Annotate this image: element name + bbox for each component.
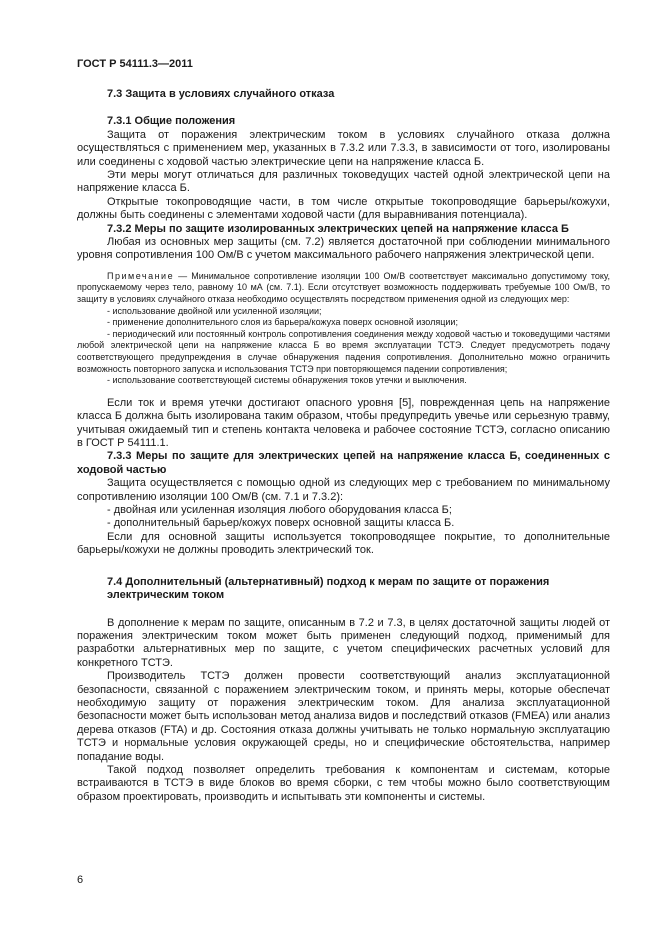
- list-item: - двойная или усиленная изоляция любого оборудования класса Б;: [107, 504, 452, 517]
- paragraph: Производитель ТСТЭ должен провести соответствующий анализ эксплуатационной безопасности, связанной с поражением электрическим током, и принять меры, которые обеспечат необходимую защиту от поражения электрическим током. Для анализа эксплуатационной безопасности может быть использован метод анализа видов и последствий отказов (FMEA) или анализ дерева отказов (FTA) и др. Состояния отказа должны учитывать не только нормальную эксплуатацию ТСТЭ и нормальные условия окружающей среды, но и специфические обстоятельства, например попадание воды.: [77, 670, 610, 763]
- note-list-item: - применение дополнительного слоя из барьера/кожуха поверх основной изоляции;: [107, 317, 458, 328]
- paragraph: Если для основной защиты используется токопроводящее покрытие, то дополнительные барьеры/кожухи не должны проводить электрический ток.: [77, 530, 610, 557]
- paragraph: Защита осуществляется с помощью одной из следующих мер с требованием по минимальному сопротивлению изоляции 100 Ом/В (см. 7.1 и 7.3.2):: [77, 477, 610, 503]
- paragraph: Если ток и время утечки достигают опасного уровня [5], поврежденная цепь на напряжение класса Б должна быть изолирована таким образом, чтобы предупредить увечье или серьезную травму, учитывая ожидаемый тип и степень контакта человека и рабочее состояние ТСТЭ, согласно описанию в ГОСТ Р 54111.1.: [77, 396, 610, 450]
- note-list-item: - использование двойной или усиленной изоляции;: [107, 305, 322, 316]
- note-text: — Минимальное сопротивление изоляции 100 Ом/В соответствует максимально допустимому току, пропускаемому через тело, равному 10 мА (см. 7.1). Если отсутствует возможность поддерживать требуемые 100 Ом/В, то защиту в условиях случайного отказа необходимо осуществлять посредством применения одной из следующих мер:: [77, 270, 610, 305]
- paragraph: Любая из основных мер защиты (см. 7.2) является достаточной при соблюдении минимального уровня сопротивления 100 Ом/В с учетом максимального рабочего напряжения электрической цепи.: [77, 236, 610, 262]
- note-list-item: - использование соответствующей системы обнаружения токов утечки и выключения.: [107, 375, 467, 386]
- list-item: - дополнительный барьер/кожух поверх основной защиты класса Б.: [107, 517, 455, 530]
- section-7-3-1-title: 7.3.1 Общие положения: [107, 115, 236, 128]
- section-7-3-3-title: 7.3.3 Меры по защите для электрических цепей на напряжение класса Б, соединенных с ходовой частью: [77, 450, 610, 476]
- document-body: [77, 88, 610, 804]
- note-block: [77, 271, 610, 387]
- section-7-3-title: 7.3 Защита в условиях случайного отказа: [107, 88, 335, 100]
- paragraph: Такой подход позволяет определить требования к компонентам и системам, которые встраиваются в ТСТЭ в виде блоков во время сборки, с тем чтобы можно было соответствующим образом проектировать, производить и испытывать эти компоненты и системы.: [77, 763, 610, 803]
- paragraph: Эти меры могут отличаться для различных токоведущих частей одной электрической цепи на напряжение класса Б.: [77, 169, 610, 195]
- paragraph: Защита от поражения электрическим током в условиях случайного отказа должна осуществляться с применением мер, указанных в 7.3.2 или 7.3.3, в зависимости от того, изолированы или соединены с ходовой частью электрические цепи на напряжение класса Б.: [77, 128, 610, 168]
- section-7-3-2-title: 7.3.2 Меры по защите изолированных электрических цепей на напряжение класса Б: [107, 222, 569, 235]
- document-header: ГОСТ Р 54111.3—2011: [77, 58, 193, 70]
- page-number: 6: [77, 874, 84, 886]
- section-7-4-title-line1: 7.4 Дополнительный (альтернативный) подход к мерам по защите от поражения: [107, 575, 550, 588]
- paragraph: Открытые токопроводящие части, в том числе открытые токопроводящие барьеры/кожухи, должны быть соединены с элементами ходовой части (для выравнивания потенциала).: [77, 195, 610, 222]
- paragraph: В дополнение к мерам по защите, описанным в 7.2 и 7.3, в целях достаточной защиты людей от поражения электрическим током может быть применен следующий подход, применимый для разработки альтернативных мер по защите, с учетом специфических расчетных условий для конкретного ТСТЭ.: [77, 616, 610, 669]
- section-7-4-title-line2: электрическим током: [107, 589, 225, 602]
- note-list-item: - периодический или постоянный контроль сопротивления соединения между ходовой частью и токоведущими частями любой электрической цепи на напряжение класса Б во время эксплуатации ТСТЭ. Следует предусмотреть подачу соответствующего предупреждения в случае обнаружения падения сопротивления. Дополнительно можно ограничить возможность повторного запуска и использования ТСТЭ при повторяющемся падении сопротивления;: [77, 328, 610, 374]
- note-label: Примечание: [107, 270, 175, 281]
- note-paragraph: [77, 271, 610, 306]
